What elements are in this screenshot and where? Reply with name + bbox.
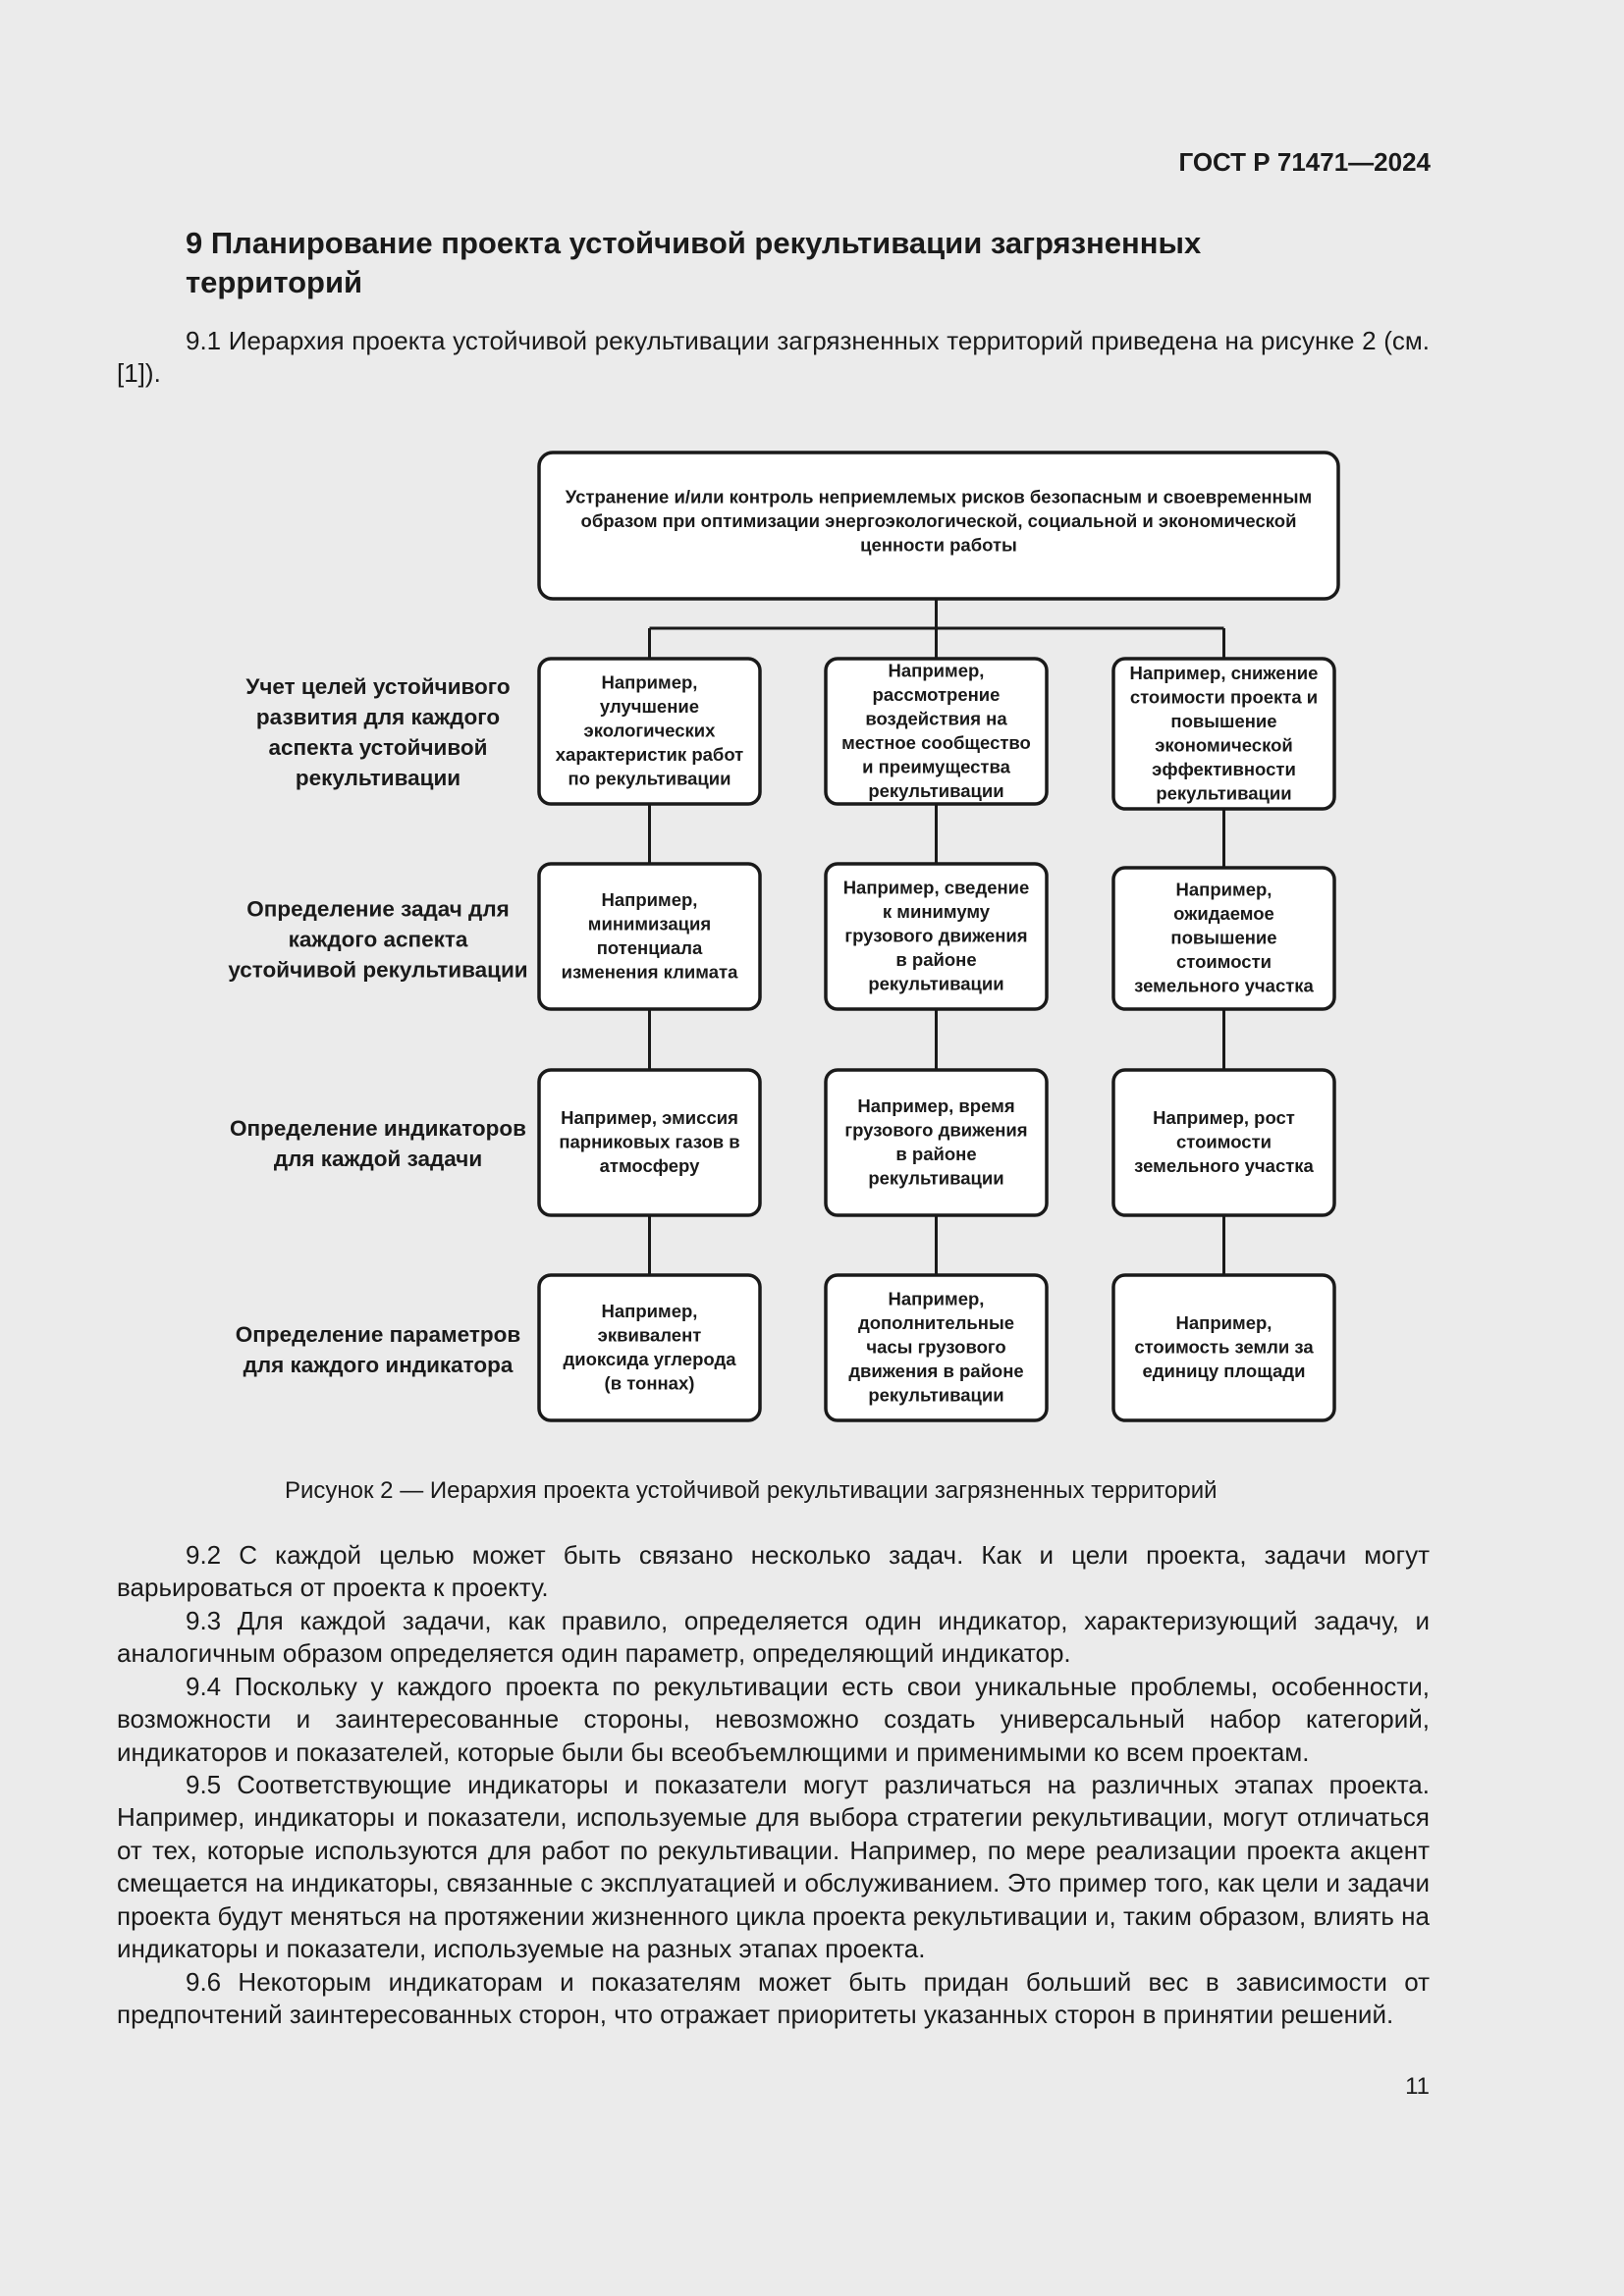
row-label-line: Определение параметров (235, 1322, 521, 1347)
hierarchy-box-text-line: рассмотрение (872, 683, 1001, 705)
hierarchy-box-text-line: в районе (895, 1143, 977, 1164)
hierarchy-box-text-line: к минимуму (882, 901, 991, 922)
row-label-line: рекультивации (295, 766, 461, 790)
row-label-line: аспекта устойчивой (268, 735, 488, 760)
hierarchy-box-text-line: ожидаемое (1173, 903, 1274, 924)
hierarchy-box-text-line: стоимости (1176, 951, 1272, 972)
hierarchy-box-text-line: рекультивации (868, 1384, 1004, 1406)
hierarchy-box-text-line: Например, (601, 888, 698, 910)
figure-caption: Рисунок 2 — Иерархия проекта устойчивой рекультивации загрязненных территорий (285, 1477, 1218, 1504)
hierarchy-box-text (843, 878, 1030, 994)
hierarchy-box-text-line: Например, (1175, 1312, 1272, 1333)
hierarchy-box-text-line: Например, (601, 1300, 698, 1321)
hierarchy-box-text-line: Например, время (857, 1095, 1015, 1116)
hierarchy-box-text-line: рекультивации (1156, 782, 1292, 804)
hierarchy-box-text-line: и преимущества (862, 756, 1010, 777)
diagram-boxes (539, 453, 1338, 1420)
hierarchy-box-text-line: земельного участка (1134, 975, 1314, 996)
hierarchy-box-text-line: грузового движения (844, 925, 1028, 946)
diagram-row-labels (228, 674, 527, 1377)
hierarchy-box-text-line: улучшение (599, 696, 700, 717)
hierarchy-box-text-line: Например, рост (1153, 1107, 1295, 1128)
row-label-line: Определение индикаторов (230, 1116, 526, 1141)
hierarchy-box-text-line: единицу площади (1142, 1361, 1306, 1381)
hierarchy-box-text-line: парниковых газов в (559, 1131, 740, 1152)
paragraph-9-6: 9.6 Некоторым индикаторам и показателям может быть придан больший вес в зависимости от предпочтений заинтересованных сторон, что отражает приоритеты указанных сторон в принятии решений. (117, 1967, 1430, 2030)
hierarchy-box-text-line: Например, сведение (842, 877, 1030, 898)
hierarchy-box-text-line: грузового движения (844, 1119, 1028, 1141)
hierarchy-box-text-line: повышение (1170, 710, 1277, 731)
section-title: 9 Планирование проекта устойчивой рекультивации загрязненных территорий (186, 226, 1202, 299)
hierarchy-box-text-line: по рекультивации (568, 768, 731, 789)
top-goal-text-line: образом при оптимизации энергоэкологической, социальной и экономической (580, 510, 1297, 531)
hierarchy-box-text-line: Например, эмиссия (561, 1107, 738, 1128)
hierarchy-box-text-line: повышение (1170, 927, 1277, 948)
top-goal-text-line: Устранение и/или контроль неприемлемых рисков безопасным и своевременным (565, 486, 1313, 507)
row-label-line: для каждой задачи (273, 1147, 483, 1171)
hierarchy-box-text-line: изменения климата (561, 961, 738, 983)
hierarchy-box-text-line: (в тоннах) (604, 1372, 695, 1394)
row-label (228, 897, 527, 983)
hierarchy-box-text-line: рекультивации (868, 1167, 1004, 1189)
hierarchy-box-text-line: экономической (1155, 734, 1293, 756)
hierarchy-box-text-line: стоимости проекта и (1129, 686, 1319, 708)
hierarchy-box-text-line: земельного участка (1134, 1155, 1314, 1176)
row-label (236, 1322, 520, 1377)
hierarchy-box-text-line: стоимости (1176, 1131, 1272, 1152)
hierarchy-box-text-line: Например, (1175, 879, 1272, 900)
hierarchy-box-text-line: Например, (888, 660, 985, 681)
row-label-line: Учет целей устойчивого (245, 674, 511, 699)
row-label-line: каждого аспекта (288, 927, 468, 952)
hierarchy-box-text-line: характеристик работ (555, 744, 744, 765)
hierarchy-box-text-line: минимизация (587, 913, 712, 934)
paragraph-9-2: 9.2 С каждой целью может быть связано несколько задач. Как и цели проекта, задачи могут варьироваться от проекта к проекту. (117, 1540, 1430, 1603)
hierarchy-box-text-line: Например, снижение (1129, 662, 1319, 683)
row-label-line: для каждого индикатора (243, 1353, 514, 1377)
hierarchy-box-text-line: воздействия на (865, 708, 1007, 729)
hierarchy-box-text-line: экологических (583, 720, 716, 741)
paragraph-9-5: 9.5 Соответствующие индикаторы и показатели могут различаться на различных этапах проекта. Например, индикаторы и показатели, используемые для выбора стратегии рекультивации, могут отличаться от тех, которые используются для работ по рекультивации. Например, по мере реализации проекта акцент смещается на индикаторы, связанные с эксплуатацией и обслуживанием. Это пример того, как цели и задачи проекта будут меняться на протяжении жизненного цикла проекта рекультивации и, таким образом, влиять на индикаторы и показатели, используемые на разных этапах проекта. (117, 1770, 1430, 1964)
row-label-line: Определение задач для (246, 896, 510, 922)
hierarchy-box-text-line: атмосферу (599, 1155, 700, 1176)
hierarchy-box-text-line: диоксида углерода (563, 1348, 736, 1369)
paragraph-9-4: 9.4 Поскольку у каждого проекта по рекультивации есть свои уникальные проблемы, особенности, возможности и заинтересованные стороны, невозможно создать универсальный набор категорий, индикаторов и показателей, которые были бы всеобъемлющими и применимыми ко всем проектам. (117, 1672, 1430, 1767)
top-goal-text-line: ценности работы (860, 534, 1017, 556)
hierarchy-box-text-line: стоимость земли за (1134, 1336, 1314, 1358)
hierarchy-box-text-line: рекультивации (868, 973, 1004, 994)
hierarchy-box-text-line: эффективности (1152, 758, 1296, 779)
hierarchy-box-text-line: рекультивации (868, 779, 1004, 801)
hierarchy-box-text-line: Например, (888, 1288, 985, 1309)
page-number: 11 (1405, 2073, 1430, 2100)
row-label-line: развития для каждого (255, 705, 501, 729)
hierarchy-box-text-line: местное сообщество (841, 731, 1031, 753)
row-label (230, 1116, 526, 1171)
row-label (245, 674, 510, 790)
hierarchy-box-text-line: движения в районе (848, 1361, 1024, 1381)
document-code: ГОСТ Р 71471—2024 (1178, 147, 1431, 177)
paragraph-9-3: 9.3 Для каждой задачи, как правило, определяется один индикатор, характеризующий задачу, и аналогичным образом определяется один параметр, определяющий индикатор. (117, 1606, 1430, 1669)
hierarchy-box-text-line: часы грузового (866, 1336, 1006, 1358)
hierarchy-box-text-line: эквивалент (597, 1324, 702, 1346)
hierarchy-box-text-line: потенциала (596, 936, 703, 958)
hierarchy-box-text-line: дополнительные (857, 1312, 1015, 1333)
paragraph-9-1: 9.1 Иерархия проекта устойчивой рекультивации загрязненных территорий приведена на рисунке 2 (см. [1]). (117, 326, 1430, 389)
hierarchy-box-text-line: Например, (601, 671, 698, 693)
hierarchy-box-text-line: в районе (895, 949, 977, 970)
row-label-line: устойчивой рекультивации (228, 957, 528, 983)
